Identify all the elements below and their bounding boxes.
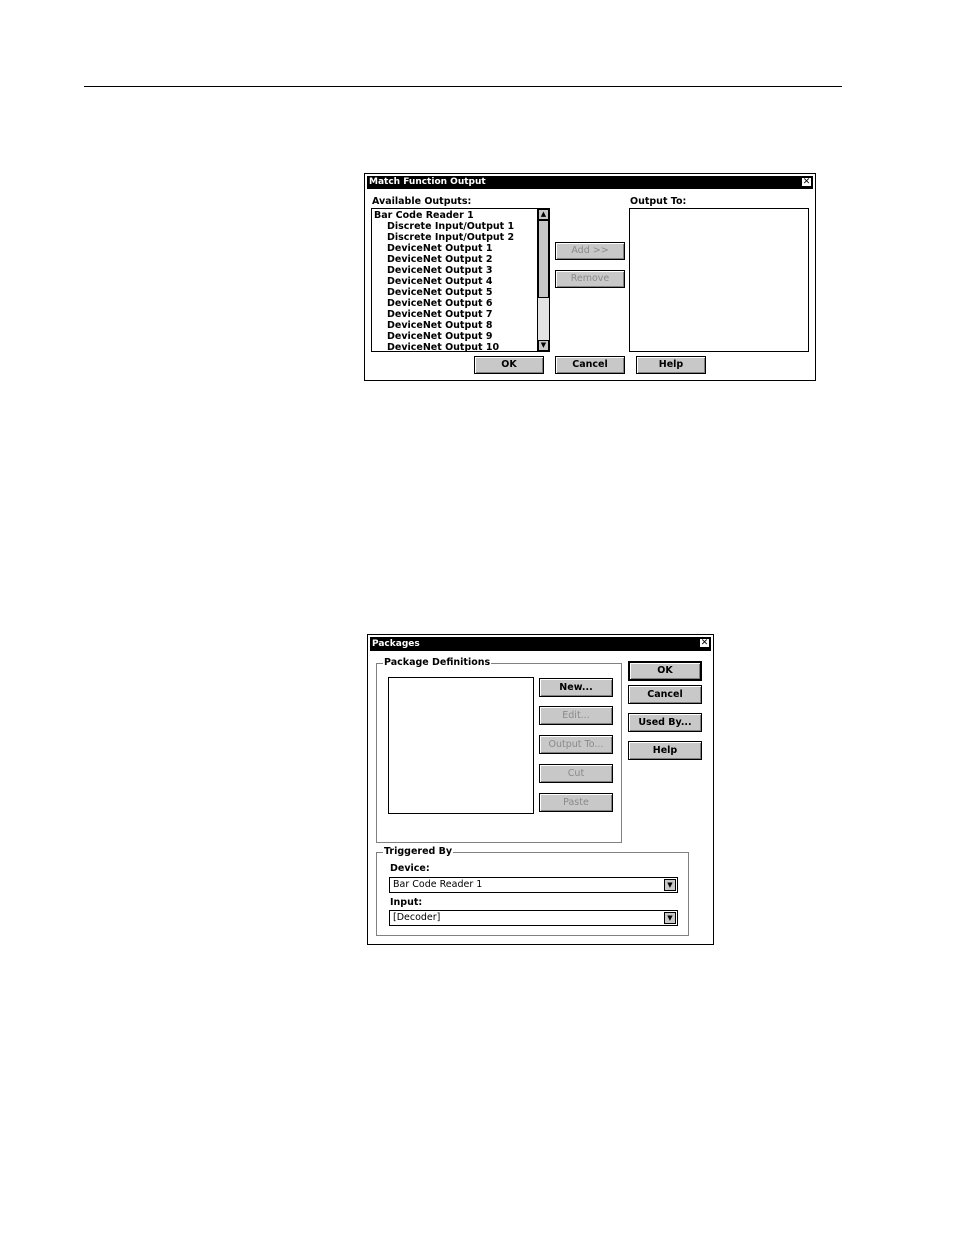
chevron-down-icon[interactable]: ▼ <box>664 912 676 924</box>
device-label: Device: <box>390 863 430 874</box>
available-outputs-scrollbar[interactable] <box>537 209 549 351</box>
list-item[interactable]: DeviceNet Output 3 <box>387 265 493 276</box>
device-select-value: Bar Code Reader 1 <box>393 879 483 890</box>
list-item[interactable]: DeviceNet Output 9 <box>387 331 493 342</box>
help-button[interactable]: Help <box>636 356 706 374</box>
triggered-by-legend: Triggered By <box>384 846 453 857</box>
list-item[interactable]: DeviceNet Output 5 <box>387 287 493 298</box>
triggered-by-group <box>376 846 689 936</box>
scroll-thumb[interactable] <box>538 220 549 298</box>
list-item[interactable]: DeviceNet Output 6 <box>387 298 493 309</box>
output-to-label: Output To: <box>630 196 687 207</box>
used-by-button[interactable]: Used By... <box>628 713 702 732</box>
page-header-rule <box>84 86 842 87</box>
input-select[interactable] <box>389 910 678 926</box>
scroll-up-icon[interactable]: ▲ <box>538 209 549 220</box>
package-definitions-group <box>376 657 622 843</box>
paste-button[interactable]: Paste <box>539 793 613 812</box>
available-outputs-list[interactable] <box>371 208 550 352</box>
ok-button[interactable]: OK <box>628 661 702 681</box>
packages-dialog-titlebar <box>370 637 711 651</box>
chevron-down-icon[interactable]: ▼ <box>664 879 676 891</box>
match-dialog-title: Match Function Output <box>369 177 486 187</box>
list-item[interactable]: DeviceNet Output 2 <box>387 254 493 265</box>
help-button[interactable]: Help <box>628 741 702 760</box>
list-item[interactable]: DeviceNet Output 10 <box>387 342 500 352</box>
match-function-output-dialog <box>364 173 816 381</box>
input-label: Input: <box>390 897 423 908</box>
available-outputs-label: Available Outputs: <box>372 196 472 207</box>
device-select[interactable] <box>389 877 678 893</box>
cancel-button[interactable]: Cancel <box>628 685 702 704</box>
scroll-down-icon[interactable]: ▼ <box>538 340 549 351</box>
list-item[interactable]: DeviceNet Output 1 <box>387 243 493 254</box>
packages-dialog-title: Packages <box>372 639 420 649</box>
cancel-button[interactable]: Cancel <box>555 356 625 374</box>
close-icon[interactable]: ✕ <box>700 638 709 648</box>
output-to-button[interactable]: Output To... <box>539 735 613 754</box>
list-item[interactable]: DeviceNet Output 7 <box>387 309 493 320</box>
add-button[interactable]: Add >> <box>555 242 625 260</box>
edit-button[interactable]: Edit... <box>539 706 613 725</box>
close-icon[interactable]: ✕ <box>802 177 811 187</box>
remove-button[interactable]: Remove <box>555 270 625 288</box>
list-item[interactable]: Discrete Input/Output 2 <box>387 232 515 243</box>
list-item[interactable]: DeviceNet Output 8 <box>387 320 493 331</box>
package-definitions-legend: Package Definitions <box>384 657 491 668</box>
match-dialog-titlebar <box>367 176 813 189</box>
new-button[interactable]: New... <box>539 678 613 697</box>
list-item[interactable]: Bar Code Reader 1 <box>374 210 474 221</box>
output-to-list[interactable] <box>629 208 809 352</box>
package-definitions-list[interactable] <box>388 677 534 814</box>
list-item[interactable]: Discrete Input/Output 1 <box>387 221 515 232</box>
input-select-value: [Decoder] <box>393 912 441 923</box>
cut-button[interactable]: Cut <box>539 764 613 783</box>
ok-button[interactable]: OK <box>474 356 544 374</box>
packages-dialog <box>367 634 714 945</box>
list-item[interactable]: DeviceNet Output 4 <box>387 276 493 287</box>
